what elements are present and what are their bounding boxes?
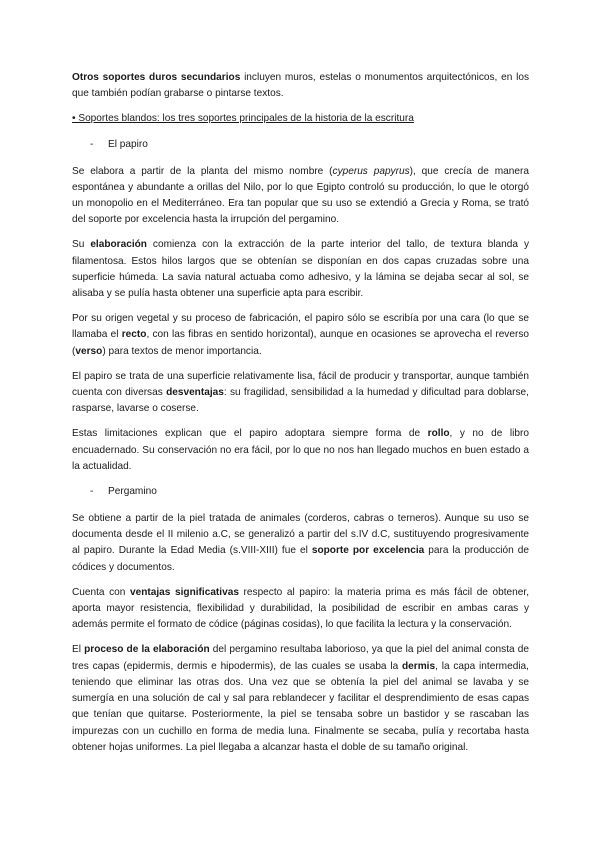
italic-term: cyperus papyrus (332, 165, 410, 177)
paragraph-papiro-recto-verso: Por su origen vegetal y su proceso de fabricación, el papiro sólo se escribía por una cara (lo que se llamaba el recto, con las fibras en sentido horizontal), aunque en ocasiones se aprovecha el reverso (verso) para textos de menor importancia. (72, 313, 529, 357)
bold-term: dermis (402, 660, 436, 672)
paragraph-papiro-disadvantages: El papiro se trata de una superficie relativamente lisa, fácil de producir y transportar, aunque también cuenta con diversas desventajas: su fragilidad, sensibilidad a la humedad y dificultad para doblarse, rasparse, lavarse o coserse. (72, 370, 529, 415)
paragraph-pergamino-advantages: Cuenta con ventajas significativas respecto al papiro: la materia prima es más fácil de obtener, aporta mayor resistencia, flexibilidad y durabilidad, la posibilidad de escribir en ambas caras y además permite el formato de códice (páginas cosidas), lo que facilita la lectura y la conservación. (72, 586, 529, 631)
list-item-papiro (90, 137, 529, 153)
bold-term: rollo (427, 428, 450, 440)
paragraph-papiro-rollo: Estas limitaciones explican que el papiro adoptara siempre forma de rollo, y no de libro encuadernado. Su conservación no era fácil, por lo que no nos han llegado muchos en buen estado a la actualidad. (72, 428, 529, 472)
bold-term: Otros soportes duros secundarios (72, 72, 241, 83)
bold-term: verso (75, 345, 103, 357)
paragraph-papiro-elaboration: Su elaboración comienza con la extracción de la parte interior del tallo, de textura blanda y filamentosa. Estos hilos largos que se obtenían se disponían en dos capas cruzadas sobre una superficie húmeda. La savia natural actuaba como adhesivo, y la lámina se dejaba secar al sol, se alisaba y se pulía hasta obtener una superficie apta para escribir. (72, 239, 529, 300)
dash-marker: - (90, 486, 94, 498)
list-item-pergamino (90, 484, 529, 500)
paragraph-pergamino-process: El proceso de la elaboración del pergamino resultaba laborioso, ya que la piel del animal consta de tres capas (epidermis, dermis e hipodermis), de las cuales se usaba la dermis, la capa intermedia, teniendo que eliminar las otras dos. Una vez que se obtenía la piel del animal se lavaba y se sumergía en una solución de cal y sal para reblandecer y facilitar el desprendimiento de esas capas que tenían que quitarse. Posteriormente, la piel se tensaba sobre un bastidor y se rascaban las impurezas con un cuchillo en forma de media luna. Finalmente se secaba, pulía y recortaba hasta obtener hojas uniformes. La piel llegaba a alcanzar hasta el doble de su tamaño original. (72, 644, 529, 753)
list-item-label: Pergamino (108, 486, 157, 498)
bold-term: proceso de la elaboración (84, 644, 210, 656)
dash-marker: - (90, 138, 94, 150)
paragraph-papiro-origin: Se elabora a partir de la planta del mismo nombre (cyperus papyrus), que crecía de manera espontánea y abundante a orillas del Nilo, por lo que Egipto controló su producción, lo que le otorgó un monopolio en el Mediterráneo. Era tan popular que su uso se extendió a Grecia y Roma, se trató del soporte por excelencia hasta la irrupción del pergamino. (72, 165, 529, 226)
bold-term: elaboración (90, 239, 147, 251)
paragraph-other-hard-supports: Otros soportes duros secundarios incluyen muros, estelas o monumentos arquitectónicos, en los que también podían grabarse o pintarse textos. (72, 72, 529, 100)
bold-term: recto (121, 329, 147, 341)
bold-term: soporte por excelencia (311, 545, 425, 557)
bold-term: ventajas significativas (130, 586, 239, 598)
list-item-label: El papiro (108, 138, 148, 150)
section-heading: • Soportes blandos: los tres soportes principales de la historia de la escritura (72, 113, 414, 125)
bold-term: desventajas (166, 387, 224, 399)
paragraph-pergamino-origin: Se obtiene a partir de la piel tratada de animales (corderos, cabras o terneros). Aunque su uso se documenta desde el II milenio a.C, se generalizó a partir del s.IV d.C, sustituyendo progresivamente al papiro. Durante la Edad Media (s.VIII-XIII) fue el soporte por excelencia para la producción de códices y documentos. (72, 513, 529, 573)
